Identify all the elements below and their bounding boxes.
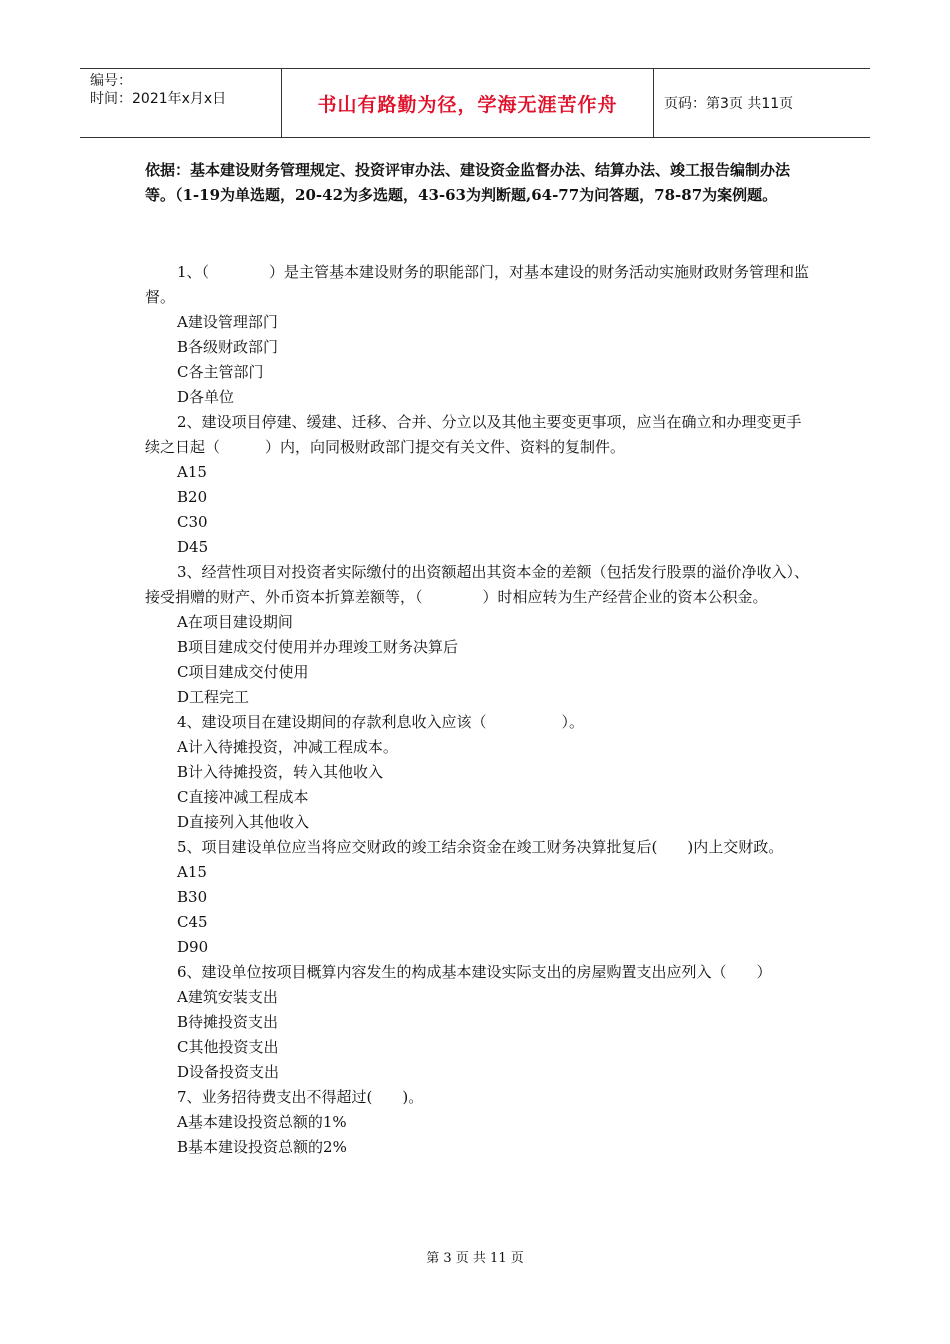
question-text: 3、经营性项目对投资者实际缴付的出资额超出其资本金的差额（包括发行股票的溢价净收入）、接受捐赠的财产、外币资本折算差额等，（ ）时相应转为生产经营企业的资本公积金。	[145, 563, 810, 606]
question-option: D设备投资支出	[177, 1063, 280, 1081]
question-text: 4、建设项目在建设期间的存款利息收入应该（ ）。	[177, 713, 585, 731]
time-label: 时间：2021年x月x日	[90, 91, 227, 107]
question-option: B计入待摊投资，转入其他收入	[177, 763, 384, 781]
question-option: A在项目建设期间	[177, 613, 293, 631]
question-option: D90	[177, 938, 209, 956]
question-text: 2、建设项目停建、缓建、迁移、合并、分立以及其他主要变更事项，应当在确立和办理变更手续之日起（ ）内，向同极财政部门提交有关文件、资料的复制件。	[145, 413, 802, 456]
header-motto-cell	[282, 69, 654, 137]
question-option: A基本建设投资总额的1%	[177, 1113, 347, 1131]
question-option: A建筑安装支出	[177, 988, 278, 1006]
question-list	[145, 260, 810, 1160]
question-option: D工程完工	[177, 688, 250, 706]
question-option: B基本建设投资总额的2%	[177, 1138, 347, 1156]
question-option: B30	[177, 888, 208, 906]
intro-paragraph: 依据：基本建设财务管理规定、投资评审办法、建设资金监督办法、结算办法、竣工报告编制办法等。（1-19为单选题，20-42为多选题，43-63为判断题,64-77为问答题，78-87为案例题。	[145, 161, 791, 204]
question-text: 5、项目建设单位应当将应交财政的竣工结余资金在竣工财务决算批复后( )内上交财政。	[177, 838, 784, 856]
question-option: B各级财政部门	[177, 338, 279, 356]
question-option: B项目建成交付使用并办理竣工财务决算后	[177, 638, 459, 656]
header-page-cell	[654, 69, 870, 137]
question-option: A建设管理部门	[177, 313, 278, 331]
question-option: B待摊投资支出	[177, 1013, 279, 1031]
number-label: 编号：	[90, 73, 132, 89]
question-text: 6、建设单位按项目概算内容发生的构成基本建设实际支出的房屋购置支出应列入（ ）	[177, 963, 772, 981]
question-option: C其他投资支出	[177, 1038, 279, 1056]
question-option: D各单位	[177, 388, 235, 406]
question-option: D直接列入其他收入	[177, 813, 310, 831]
question-option: C直接冲减工程成本	[177, 788, 309, 806]
motto-text: 书山有路勤为径，学海无涯苦作舟	[317, 93, 618, 116]
page-info: 页码：第3页 共11页	[664, 96, 794, 112]
question-text: 7、业务招待费支出不得超过( )。	[177, 1088, 424, 1106]
question-option: A计入待摊投资，冲减工程成本。	[177, 738, 398, 756]
question-option: C45	[177, 913, 208, 931]
question-option: C项目建成交付使用	[177, 663, 309, 681]
question-option: B20	[177, 488, 208, 506]
question-option: A15	[177, 463, 207, 481]
header-table	[80, 68, 870, 138]
question-option: D45	[177, 538, 209, 556]
question-option: C30	[177, 513, 208, 531]
header-left-cell	[80, 69, 282, 137]
page-footer: 第 3 页 共 11 页	[426, 1251, 524, 1266]
question-option: A15	[177, 863, 207, 881]
question-text: 1、（ ）是主管基本建设财务的职能部门，对基本建设的财务活动实施财政财务管理和监督。	[145, 263, 810, 306]
question-option: C各主管部门	[177, 363, 264, 381]
